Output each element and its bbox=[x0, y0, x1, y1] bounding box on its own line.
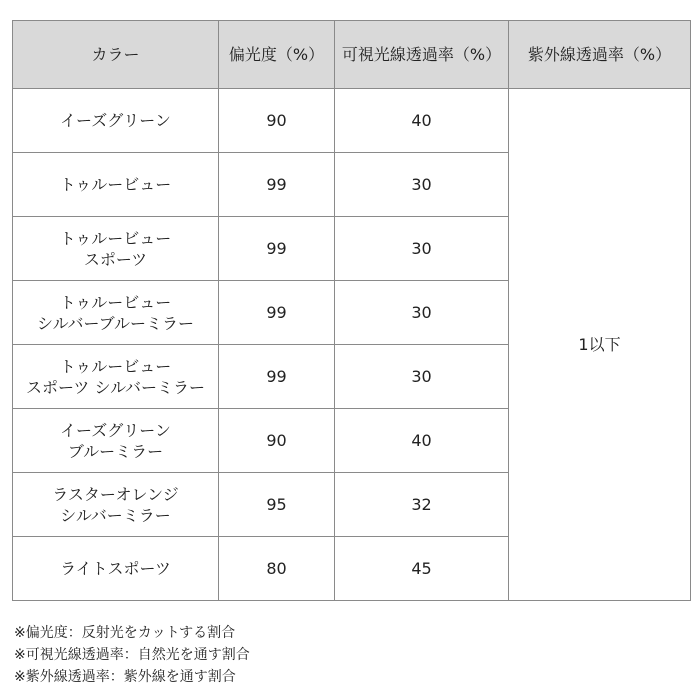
cell-color bbox=[13, 89, 219, 153]
table-row bbox=[13, 89, 691, 153]
color-line: トゥルービュー bbox=[59, 356, 172, 376]
cell-visible-transmittance: 30 bbox=[335, 217, 509, 281]
cell-color bbox=[13, 473, 219, 537]
footnote-polarization: ※偏光度：反射光をカットする割合 bbox=[14, 625, 236, 641]
cell-visible-transmittance: 40 bbox=[335, 409, 509, 473]
color-line: シルバーブルーミラー bbox=[36, 313, 195, 333]
cell-polarization: 99 bbox=[219, 153, 335, 217]
cell-color bbox=[13, 217, 219, 281]
cell-polarization: 90 bbox=[219, 89, 335, 153]
cell-color bbox=[13, 345, 219, 409]
footnote-visible-transmittance: ※可視光線透過率：自然光を通す割合 bbox=[14, 647, 250, 663]
lens-spec-table bbox=[12, 20, 691, 601]
cell-color bbox=[13, 537, 219, 601]
footnote-uv-transmittance: ※紫外線透過率：紫外線を通す割合 bbox=[14, 669, 236, 685]
color-line: スポーツ シルバーミラー bbox=[26, 377, 205, 397]
cell-uv-transmittance: 1以下 bbox=[509, 89, 691, 601]
header-uv-transmittance: 紫外線透過率（%） bbox=[509, 21, 691, 89]
color-line: トゥルービュー bbox=[59, 292, 172, 312]
cell-visible-transmittance: 32 bbox=[335, 473, 509, 537]
footnotes bbox=[14, 622, 250, 688]
header-visible-transmittance: 可視光線透過率（%） bbox=[335, 21, 509, 89]
cell-visible-transmittance: 30 bbox=[335, 281, 509, 345]
cell-visible-transmittance: 30 bbox=[335, 153, 509, 217]
color-line: ライトスポーツ bbox=[60, 559, 171, 578]
header-color: カラー bbox=[13, 21, 219, 89]
cell-visible-transmittance: 30 bbox=[335, 345, 509, 409]
table-header-row bbox=[13, 21, 691, 89]
color-line: イーズグリーン bbox=[60, 111, 171, 130]
color-line: スポーツ bbox=[83, 249, 148, 269]
color-line: イーズグリーン bbox=[60, 420, 171, 440]
cell-polarization: 99 bbox=[219, 345, 335, 409]
color-line: トゥルービュー bbox=[59, 228, 172, 248]
cell-visible-transmittance: 45 bbox=[335, 537, 509, 601]
color-line: ラスターオレンジ bbox=[52, 484, 179, 504]
cell-polarization: 95 bbox=[219, 473, 335, 537]
cell-polarization: 90 bbox=[219, 409, 335, 473]
cell-visible-transmittance: 40 bbox=[335, 89, 509, 153]
cell-polarization: 99 bbox=[219, 281, 335, 345]
cell-color bbox=[13, 409, 219, 473]
cell-polarization: 99 bbox=[219, 217, 335, 281]
cell-color bbox=[13, 281, 219, 345]
color-line: トゥルービュー bbox=[59, 175, 172, 194]
color-line: ブルーミラー bbox=[67, 441, 164, 461]
header-polarization: 偏光度（%） bbox=[219, 21, 335, 89]
color-line: シルバーミラー bbox=[60, 505, 171, 525]
cell-polarization: 80 bbox=[219, 537, 335, 601]
cell-color bbox=[13, 153, 219, 217]
